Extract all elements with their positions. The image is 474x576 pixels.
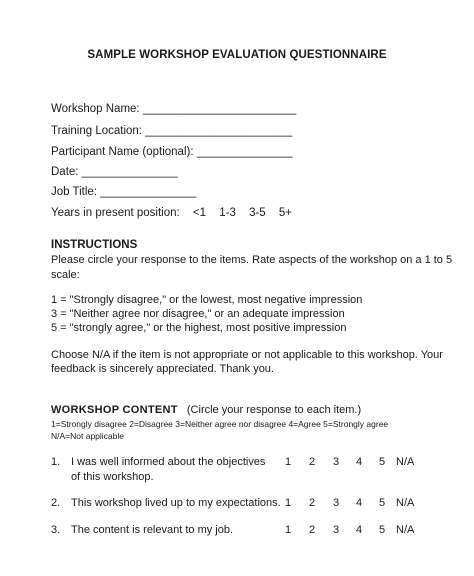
question-number: 3. [51, 524, 61, 536]
rating-4[interactable]: 4 [356, 497, 363, 509]
rating-na[interactable]: N/A [396, 524, 415, 536]
instructions-heading: INSTRUCTIONS [51, 239, 138, 251]
rating-3[interactable]: 3 [333, 456, 340, 468]
content-note: (Circle your response to each item.) [186, 404, 362, 416]
rating-2[interactable]: 2 [309, 497, 316, 509]
instructions-line-2: scale: [51, 269, 80, 281]
page-title: SAMPLE WORKSHOP EVALUATION QUESTIONNAIRE [87, 49, 387, 61]
rating-4[interactable]: 4 [356, 524, 363, 536]
question-text: I was well informed about the objectives [71, 456, 266, 468]
rating-2[interactable]: 2 [309, 524, 316, 536]
rating-1[interactable]: 1 [285, 456, 292, 468]
content-header [51, 404, 361, 416]
years-in-position [51, 207, 292, 219]
scale-definition-3: 3 = "Neither agree nor disagree," or an adequate impression [51, 308, 345, 320]
rating-2[interactable]: 2 [309, 456, 316, 468]
years-option-1-3[interactable]: 1-3 [219, 207, 236, 219]
question-text: The content is relevant to my job. [71, 524, 234, 536]
years-option-3-5[interactable]: 3-5 [249, 207, 266, 219]
scale-definition-1: 1 = "Strongly disagree," or the lowest, most negative impression [51, 294, 363, 306]
rating-5[interactable]: 5 [379, 524, 386, 536]
years-label: Years in present position: [51, 207, 180, 219]
years-option-lt1[interactable]: <1 [192, 207, 207, 219]
rating-legend-2: N/A=Not applicable [51, 431, 125, 441]
training-location-field[interactable]: Training Location: _______________________ [51, 125, 293, 137]
na-instruction-line-1: Choose N/A if the item is not appropriate or not applicable to this workshop. Your [51, 349, 443, 361]
question-number: 1. [51, 456, 61, 468]
date-field[interactable]: Date: _______________ [51, 166, 178, 178]
rating-na[interactable]: N/A [396, 497, 415, 509]
rating-na[interactable]: N/A [396, 456, 415, 468]
rating-1[interactable]: 1 [285, 497, 292, 509]
years-option-5plus[interactable]: 5+ [278, 207, 293, 219]
workshop-name-field[interactable]: Workshop Name: ________________________ [51, 103, 297, 115]
participant-name-field[interactable]: Participant Name (optional): _______________ [51, 146, 293, 158]
rating-3[interactable]: 3 [333, 524, 340, 536]
rating-legend-1: 1=Strongly disagree 2=Disagree 3=Neither agree nor disagree 4=Agree 5=Strongly agree [51, 419, 389, 429]
question-number: 2. [51, 497, 61, 509]
rating-5[interactable]: 5 [379, 456, 386, 468]
instructions-line-1: Please circle your response to the items. Rate aspects of the workshop on a 1 to 5 [51, 254, 453, 266]
rating-3[interactable]: 3 [333, 497, 340, 509]
job-title-field[interactable]: Job Title: _______________ [51, 186, 197, 198]
rating-4[interactable]: 4 [356, 456, 363, 468]
question-text-continued: of this workshop. [71, 471, 154, 483]
scale-definition-5: 5 = "strongly agree," or the highest, most positive impression [51, 322, 347, 334]
rating-5[interactable]: 5 [379, 497, 386, 509]
na-instruction-line-2: feedback is sincerely appreciated. Thank you. [51, 363, 274, 375]
question-text: This workshop lived up to my expectations. [71, 497, 281, 509]
rating-1[interactable]: 1 [285, 524, 292, 536]
content-heading: WORKSHOP CONTENT [51, 404, 178, 416]
